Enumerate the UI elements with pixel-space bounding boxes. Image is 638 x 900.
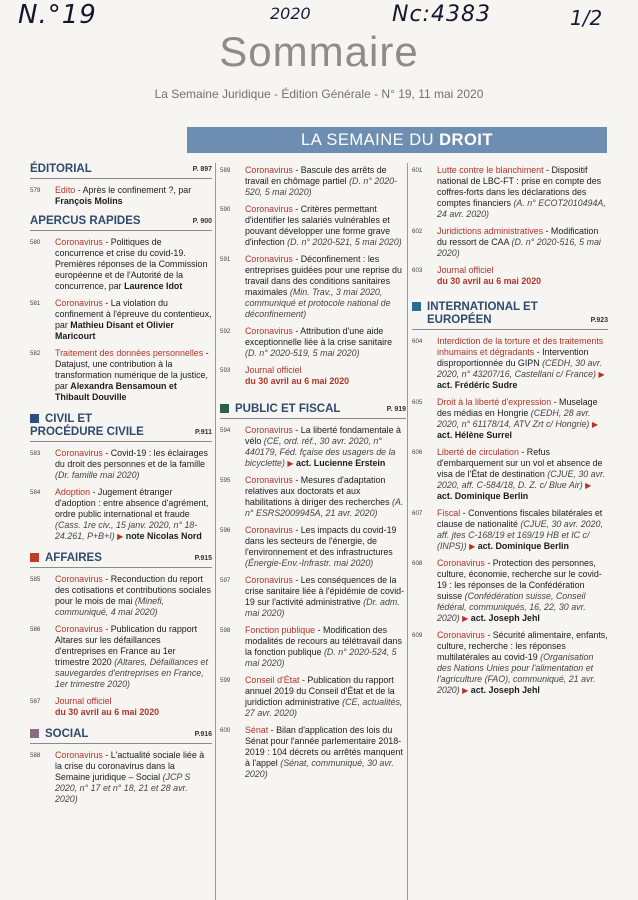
handwritten-year: 2020 bbox=[270, 4, 311, 23]
handwritten-page: 1/2 bbox=[570, 6, 603, 30]
entry-580[interactable]: 580 Coronavirus - Politiques de concurrence et crise du covid-19. Premières réponses de la Commission européenne et de l'Autorité de la concurrence, par Laurence Idot bbox=[30, 237, 208, 291]
entry-579[interactable]: 579 Edito - Après le confinement ?, par François Molins bbox=[30, 185, 192, 206]
entry-604[interactable]: 604 Interdiction de la torture et des traitements inhumains et dégradants - Intervention disproportionnée du GIPN (CEDH, 30 avr. 2020, n° 43207/16, Castellani c/ France) ▶ act. Frédéric Sudre bbox=[412, 336, 605, 390]
entry-586[interactable]: 586 Coronavirus - Publication du rapport Altares sur les défaillances d'entreprises en France au 1er trimestre 2020 (Altares, Défaillances et sauvegardes d'entreprises en France, 1er trimestre 2020) bbox=[30, 624, 208, 689]
entry-589[interactable]: 589 Coronavirus - Bascule des arrêts de travail en chômage partiel (D. n° 2020-520, 5 mai 2020) bbox=[220, 165, 398, 197]
entry-594[interactable]: 594 Coronavirus - La liberté fondamentale à vélo (CE, ord. réf., 30 avr. 2020, n° 440179, Féd. fçaise des usagers de la bicyclette) ▶ act. Lucienne Erstein bbox=[220, 425, 401, 468]
entry-582[interactable]: 582 Traitement des données personnelles - Datajust, une contribution à la transformation numérique de la justice, par Alexandra Bensamoun et Thibault Douville bbox=[30, 348, 209, 402]
section-international bbox=[412, 301, 608, 696]
arrow-icon: ▶ bbox=[598, 370, 605, 379]
square-icon bbox=[30, 553, 39, 562]
entry-587[interactable]: 587 Journal officiel du 30 avril au 6 mai 2020 bbox=[30, 696, 160, 717]
section-banner bbox=[187, 127, 607, 153]
banner-prefix: LA SEMAINE DU bbox=[301, 131, 440, 149]
entry-601[interactable]: 601 Lutte contre le blanchiment - Dispositif national de LBC-FT : prise en compte des coffres-forts dans les déclarations des comptes financiers (A. n° ECOT2010494A, 24 avr. 2020) bbox=[412, 165, 606, 219]
section-title: CIVIL ET PROCÉDURE CIVILE P.911 bbox=[30, 413, 212, 442]
section-page: P.915 bbox=[194, 555, 212, 562]
section-title: AFFAIRES P.915 bbox=[30, 552, 212, 568]
entry-591[interactable]: 591 Coronavirus - Déconfinement : les entreprises guidées pour une reprise du travail dans des conditions sanitaires maximales (Min. Trav., 3 mai 2020, communiqué et protocole national de déconfinement) bbox=[220, 254, 402, 319]
entry-585[interactable]: 585 Coronavirus - Reconduction du report des cotisations et contributions sociales pour le mois de mai (Minefi, communiqué, 4 mai 2020) bbox=[30, 574, 211, 617]
section-page: P.911 bbox=[194, 429, 212, 436]
page-subtitle: La Semaine Juridique - Édition Générale - N° 19, 11 mai 2020 bbox=[154, 87, 484, 101]
section-title: SOCIAL P.916 bbox=[30, 728, 212, 744]
section-page: P.923 bbox=[590, 317, 608, 324]
section-affaires bbox=[30, 552, 212, 718]
section-page: P. 919 bbox=[386, 406, 406, 413]
section-editorial bbox=[30, 163, 212, 207]
section-apercus-rapides bbox=[30, 215, 212, 403]
arrow-icon: ▶ bbox=[462, 686, 469, 695]
arrow-icon: ▶ bbox=[287, 459, 294, 468]
entry-599[interactable]: 599 Conseil d'État - Publication du rapport annuel 2019 du Conseil d'État et de la juridiction administrative (CE, actualités, 27 avr. 2020) bbox=[220, 675, 403, 718]
square-icon bbox=[30, 414, 39, 423]
entry-598[interactable]: 598 Fonction publique - Modification des modalités de recours au télétravail dans la fonction publique (D. n° 2020-524, 5 mai 2020) bbox=[220, 625, 402, 668]
entry-590[interactable]: 590 Coronavirus - Critères permettant d'identifier les salariés vulnérables et pouvant développer une forme grave d'infection (D. n° 2020-521, 5 mai 2020) bbox=[220, 204, 402, 247]
column-3 bbox=[412, 163, 608, 900]
square-icon bbox=[30, 729, 39, 738]
section-public-fiscal bbox=[220, 403, 406, 780]
handwritten-nc-code: Nc:4383 bbox=[392, 2, 491, 27]
section-page: P.916 bbox=[194, 731, 212, 738]
arrow-icon: ▶ bbox=[585, 481, 592, 490]
arrow-icon: ▶ bbox=[591, 420, 598, 429]
section-page: P. 897 bbox=[192, 166, 212, 173]
square-icon bbox=[412, 302, 421, 311]
section-civil bbox=[30, 413, 212, 542]
entry-595[interactable]: 595 Coronavirus - Mesures d'adaptation relatives aux doctorats et aux habilitations à diriger des recherches (A. n° ESRS2009945A, 21 avr. 2020) bbox=[220, 475, 404, 518]
entry-600[interactable]: 600 Sénat - Bilan d'application des lois du Sénat pour l'année parlementaire 2018-2019 : 104 décrets ou arrêtés manquent à l'appel (Sénat, communiqué, 30 avr. 2020) bbox=[220, 725, 403, 779]
section-title: PUBLIC ET FISCAL P. 919 bbox=[220, 403, 406, 419]
entry-583[interactable]: 583 Coronavirus - Covid-19 : les éclairages du droit des personnes et de la famille (Dr. famille mai 2020) bbox=[30, 448, 208, 480]
entry-588[interactable]: 588 Coronavirus - L'actualité sociale liée à la crise du coronavirus dans la Semaine juridique – Social (JCP S 2020, n° 17 et n° 18, 21 et 28 avr. 2020) bbox=[30, 750, 205, 804]
entry-608[interactable]: 608 Coronavirus - Protection des personnes, culture, économie, recherche sur le covid-19 : les réponses de la Confédération suisse (Confédération suisse, Conseil fédéral, communiqués, 16, 22, 30 avr. 2020) ▶ act. Joseph Jehl bbox=[412, 558, 602, 623]
section-title: INTERNATIONAL ET EUROPÉEN P.923 bbox=[412, 301, 608, 330]
arrow-icon: ▶ bbox=[469, 542, 476, 551]
entry-596[interactable]: 596 Coronavirus - Les impacts du covid-19 dans les secteurs de l'énergie, de l'environnement et des infrastructures (Énergie-Env.-Infrastr. mai 2020) bbox=[220, 525, 397, 568]
section-page: P. 900 bbox=[192, 218, 212, 225]
column-1 bbox=[30, 163, 212, 900]
column-2 bbox=[220, 163, 406, 900]
arrow-icon: ▶ bbox=[117, 532, 124, 541]
entry-584[interactable]: 584 Adoption - Jugement étranger d'adoption : entre absence d'agrément, ordre public international et fraude (Cass. 1re civ., 15 janv. 2020, n° 18-24.261, P+B+I) ▶ note Nicolas Nord bbox=[30, 487, 209, 541]
entry-593[interactable]: 593 Journal officiel du 30 avril au 6 mai 2020 bbox=[220, 365, 350, 386]
banner-bold: DROIT bbox=[439, 131, 493, 149]
section-title: APERCUS RAPIDES P. 900 bbox=[30, 215, 212, 231]
entry-606[interactable]: 606 Liberté de circulation - Refus d'embarquement sur un vol et absence de visa de l'État de destination (CJUE, 30 avr. 2020, aff. C-584/18, D. Z. c/ Blue Air) ▶ act. Dominique Berlin bbox=[412, 447, 606, 501]
entry-602[interactable]: 602 Juridictions administratives - Modification du ressort de CAA (D. n° 2020-516, 5 mai 2020) bbox=[412, 226, 601, 258]
page-title: Sommaire bbox=[219, 28, 419, 75]
entry-597[interactable]: 597 Coronavirus - Les conséquences de la crise sanitaire liée à l'épidémie de covid-19 sur l'activité administrative (Dr. adm. mai 2020) bbox=[220, 575, 405, 618]
section-social bbox=[30, 728, 212, 805]
arrow-icon: ▶ bbox=[462, 614, 469, 623]
section-title: ÉDITORIAL P. 897 bbox=[30, 163, 212, 179]
entry-592[interactable]: 592 Coronavirus - Attribution d'une aide exceptionnelle liée à la crise sanitaire (D. n° 2020-519, 5 mai 2020) bbox=[220, 326, 393, 358]
entry-607[interactable]: 607 Fiscal - Conventions fiscales bilatérales et clause de nationalité (CJUE, 30 avr. 2020, aff. jtes C-168/19 et 169/19 HB et IC c/ (INPS)) ▶ act. Dominique Berlin bbox=[412, 508, 603, 551]
entry-609[interactable]: 609 Coronavirus - Sécurité alimentaire, enfants, culture, recherche : les réponses multilatérales au covid-19 (Organisation des Nations Unies pour l'alimentation et l'agriculture (FAO), communiqué, 21 avr. 2020) ▶ act. Joseph Jehl bbox=[412, 630, 608, 695]
entry-581[interactable]: 581 Coronavirus - La violation du confinement à l'épreuve du contentieux, par Mathieu Disant et Olivier Maricourt bbox=[30, 298, 212, 341]
entry-605[interactable]: 605 Droit à la liberté d'expression - Muselage des médias en Hongrie (CEDH, 28 avr. 2020, n° 61178/14, ATV Zrt c/ Hongrie) ▶ act. Hélène Surrel bbox=[412, 397, 598, 440]
handwritten-issue-number: N.°19 bbox=[18, 0, 97, 30]
square-icon bbox=[220, 404, 229, 413]
entry-603[interactable]: 603 Journal officiel du 30 avril au 6 mai 2020 bbox=[412, 265, 542, 286]
